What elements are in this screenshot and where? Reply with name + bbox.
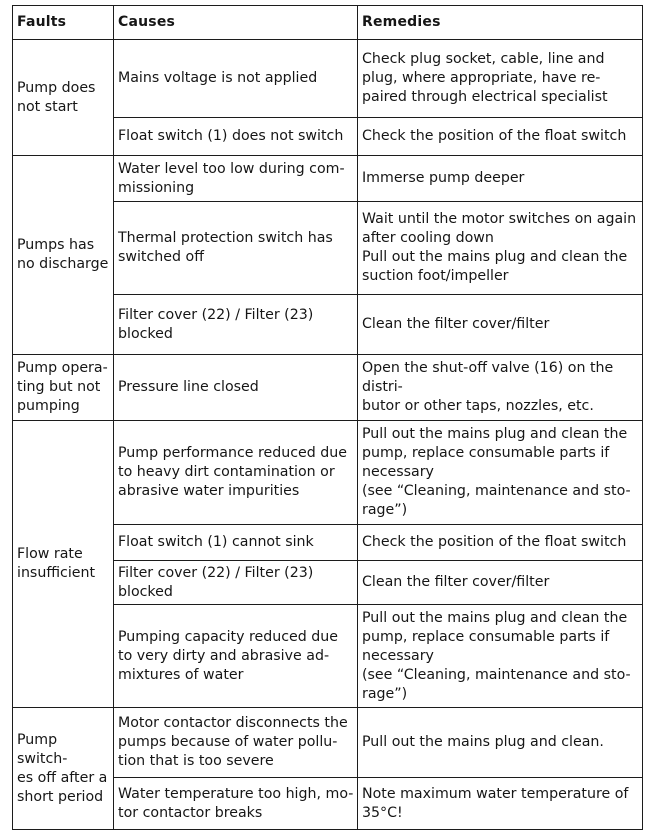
- remedy-text: Immerse pump deeper: [362, 170, 525, 186]
- troubleshooting-table: [12, 5, 643, 830]
- remedies-header: Remedies: [358, 6, 643, 40]
- cause-cell: [114, 295, 358, 355]
- table-row: [13, 355, 643, 421]
- faults-header: Faults: [13, 6, 114, 40]
- remedy-text: Clean the filter cover/filter: [362, 316, 550, 332]
- cause-text: Water temperature too high, mo- tor contactor breaks: [118, 785, 354, 821]
- table-row: [13, 40, 643, 118]
- cause-text: Float switch (1) does not switch: [118, 128, 344, 144]
- cause-text: Pressure line closed: [118, 379, 259, 395]
- causes-header: Causes: [114, 6, 358, 40]
- remedy-cell: [358, 202, 643, 295]
- fault-cell: [13, 421, 114, 708]
- fault-cell: [13, 355, 114, 421]
- remedy-text: Check the position of the float switch: [362, 534, 627, 550]
- remedy-text: Wait until the motor switches on again after cooling down Pull out the mains plug and clean the suction foot/impeller: [362, 211, 637, 284]
- cause-cell: [114, 778, 358, 830]
- remedy-cell: [358, 40, 643, 118]
- remedy-cell: [358, 421, 643, 525]
- cause-cell: [114, 355, 358, 421]
- remedy-text: Clean the filter cover/filter: [362, 574, 550, 590]
- remedy-text: Note maximum water temperature of 35°C!: [362, 785, 629, 821]
- fault-cell: [13, 708, 114, 830]
- fault-text: Pumps has no discharge: [17, 237, 109, 272]
- remedy-cell: [358, 778, 643, 830]
- cause-cell: [114, 605, 358, 708]
- fault-text: Pump does not start: [17, 79, 96, 115]
- cause-text: Filter cover (22) / Filter (23) blocked: [118, 306, 314, 342]
- header-row: [13, 6, 643, 40]
- cause-text: Thermal protection switch has switched off: [118, 230, 333, 265]
- fault-text: Pump switch- es off after a short period: [17, 731, 108, 805]
- fault-text: Pump opera- ting but not pumping: [17, 360, 108, 414]
- cause-cell: [114, 40, 358, 118]
- remedy-cell: [358, 561, 643, 605]
- table-row: [13, 156, 643, 202]
- cause-text: Mains voltage is not applied: [118, 70, 318, 86]
- remedy-text: Pull out the mains plug and clean.: [362, 734, 604, 750]
- fault-text: Flow rate insufficient: [17, 546, 96, 581]
- remedy-text: Check the position of the float switch: [362, 128, 627, 144]
- remedy-text: Pull out the mains plug and clean the pump, replace consumable parts if necessary (see “Cleaning, maintenance and sto- rage”): [362, 426, 631, 518]
- remedy-cell: [358, 118, 643, 156]
- remedy-cell: [358, 295, 643, 355]
- cause-text: Water level too low during com- missioning: [118, 160, 345, 196]
- cause-text: Motor contactor disconnects the pumps because of water pollu- tion that is too severe: [118, 715, 348, 769]
- cause-cell: [114, 421, 358, 525]
- remedy-cell: [358, 156, 643, 202]
- cause-cell: [114, 708, 358, 778]
- remedy-cell: [358, 708, 643, 778]
- cause-cell: [114, 202, 358, 295]
- remedy-text: Check plug socket, cable, line and plug, where appropriate, have re- paired through electrical specialist: [362, 51, 608, 105]
- cause-text: Float switch (1) cannot sink: [118, 534, 314, 550]
- fault-cell: [13, 156, 114, 355]
- cause-cell: [114, 561, 358, 605]
- cause-cell: [114, 525, 358, 561]
- cause-text: Pump performance reduced due to heavy dirt contamination or abrasive water impurities: [118, 445, 348, 499]
- cause-text: Pumping capacity reduced due to very dirty and abrasive ad- mixtures of water: [118, 628, 338, 683]
- fault-cell: [13, 40, 114, 156]
- remedy-text: Pull out the mains plug and clean the pump, replace consumable parts if necessary (see “Cleaning, maintenance and sto- rage”): [362, 609, 631, 702]
- remedy-text: Open the shut-off valve (16) on the distri- butor or other taps, nozzles, etc.: [362, 360, 614, 414]
- cause-text: Filter cover (22) / Filter (23) blocked: [118, 564, 314, 600]
- remedy-cell: [358, 605, 643, 708]
- table-row: [13, 421, 643, 525]
- remedy-cell: [358, 525, 643, 561]
- remedy-cell: [358, 355, 643, 421]
- cause-cell: [114, 156, 358, 202]
- cause-cell: [114, 118, 358, 156]
- table-row: [13, 708, 643, 778]
